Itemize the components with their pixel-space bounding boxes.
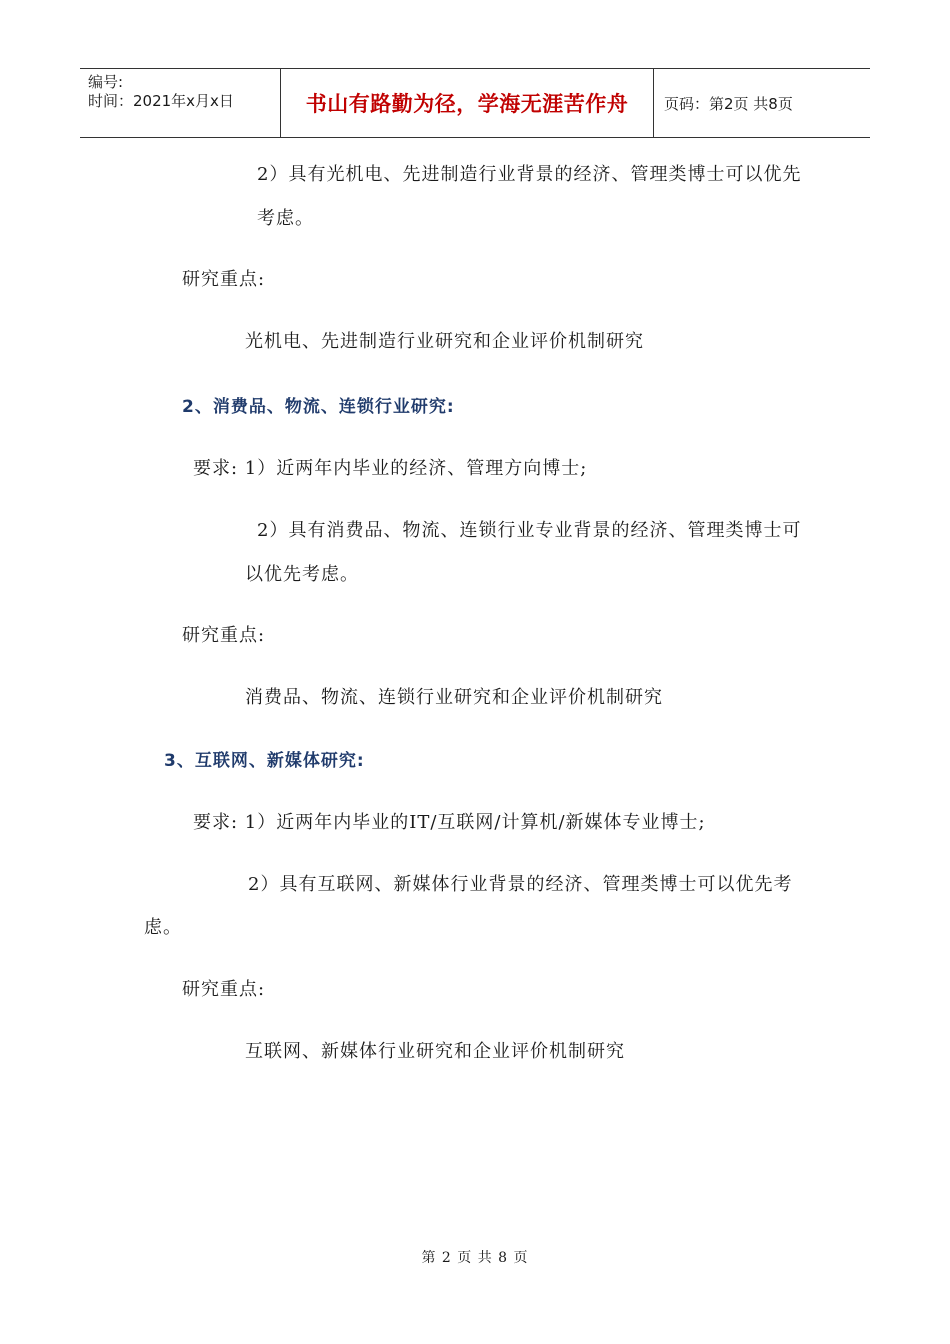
page-footer: 第 2 页 共 8 页 — [421, 1250, 529, 1266]
section-heading: 2、消费品、物流、连锁行业研究: — [182, 397, 455, 417]
paragraph-line: 虑。 — [144, 917, 182, 938]
paragraph-line: 要求: 1）近两年内毕业的IT/互联网/计算机/新媒体专业博士; — [193, 812, 706, 833]
paragraph-line: 2）具有消费品、物流、连锁行业专业背景的经济、管理类博士可 — [257, 520, 802, 541]
subheading: 研究重点: — [182, 269, 266, 290]
paragraph-line: 光机电、先进制造行业研究和企业评价机制研究 — [245, 331, 644, 352]
subheading: 研究重点: — [182, 979, 266, 1000]
date-label: 时间：2021年x月x日 — [88, 92, 234, 110]
header-page-info: 页码：第2页 共8页 — [664, 94, 793, 113]
subheading: 研究重点: — [182, 625, 266, 646]
paragraph-line: 2）具有光机电、先进制造行业背景的经济、管理类博士可以优先 — [257, 164, 802, 185]
paragraph-line: 以优先考虑。 — [245, 564, 359, 585]
header-motto: 书山有路勤为径，学海无涯苦作舟 — [281, 69, 654, 137]
page-header — [80, 68, 870, 138]
number-label: 编号: — [88, 73, 124, 91]
paragraph-line: 互联网、新媒体行业研究和企业评价机制研究 — [245, 1041, 625, 1062]
header-meta — [80, 69, 281, 137]
paragraph-line: 要求: 1）近两年内毕业的经济、管理方向博士; — [193, 458, 588, 479]
paragraph-line: 考虑。 — [257, 208, 314, 229]
section-heading: 3、互联网、新媒体研究: — [164, 751, 365, 771]
paragraph-line: 消费品、物流、连锁行业研究和企业评价机制研究 — [245, 687, 663, 708]
paragraph-line: 2）具有互联网、新媒体行业背景的经济、管理类博士可以优先考 — [248, 874, 793, 895]
